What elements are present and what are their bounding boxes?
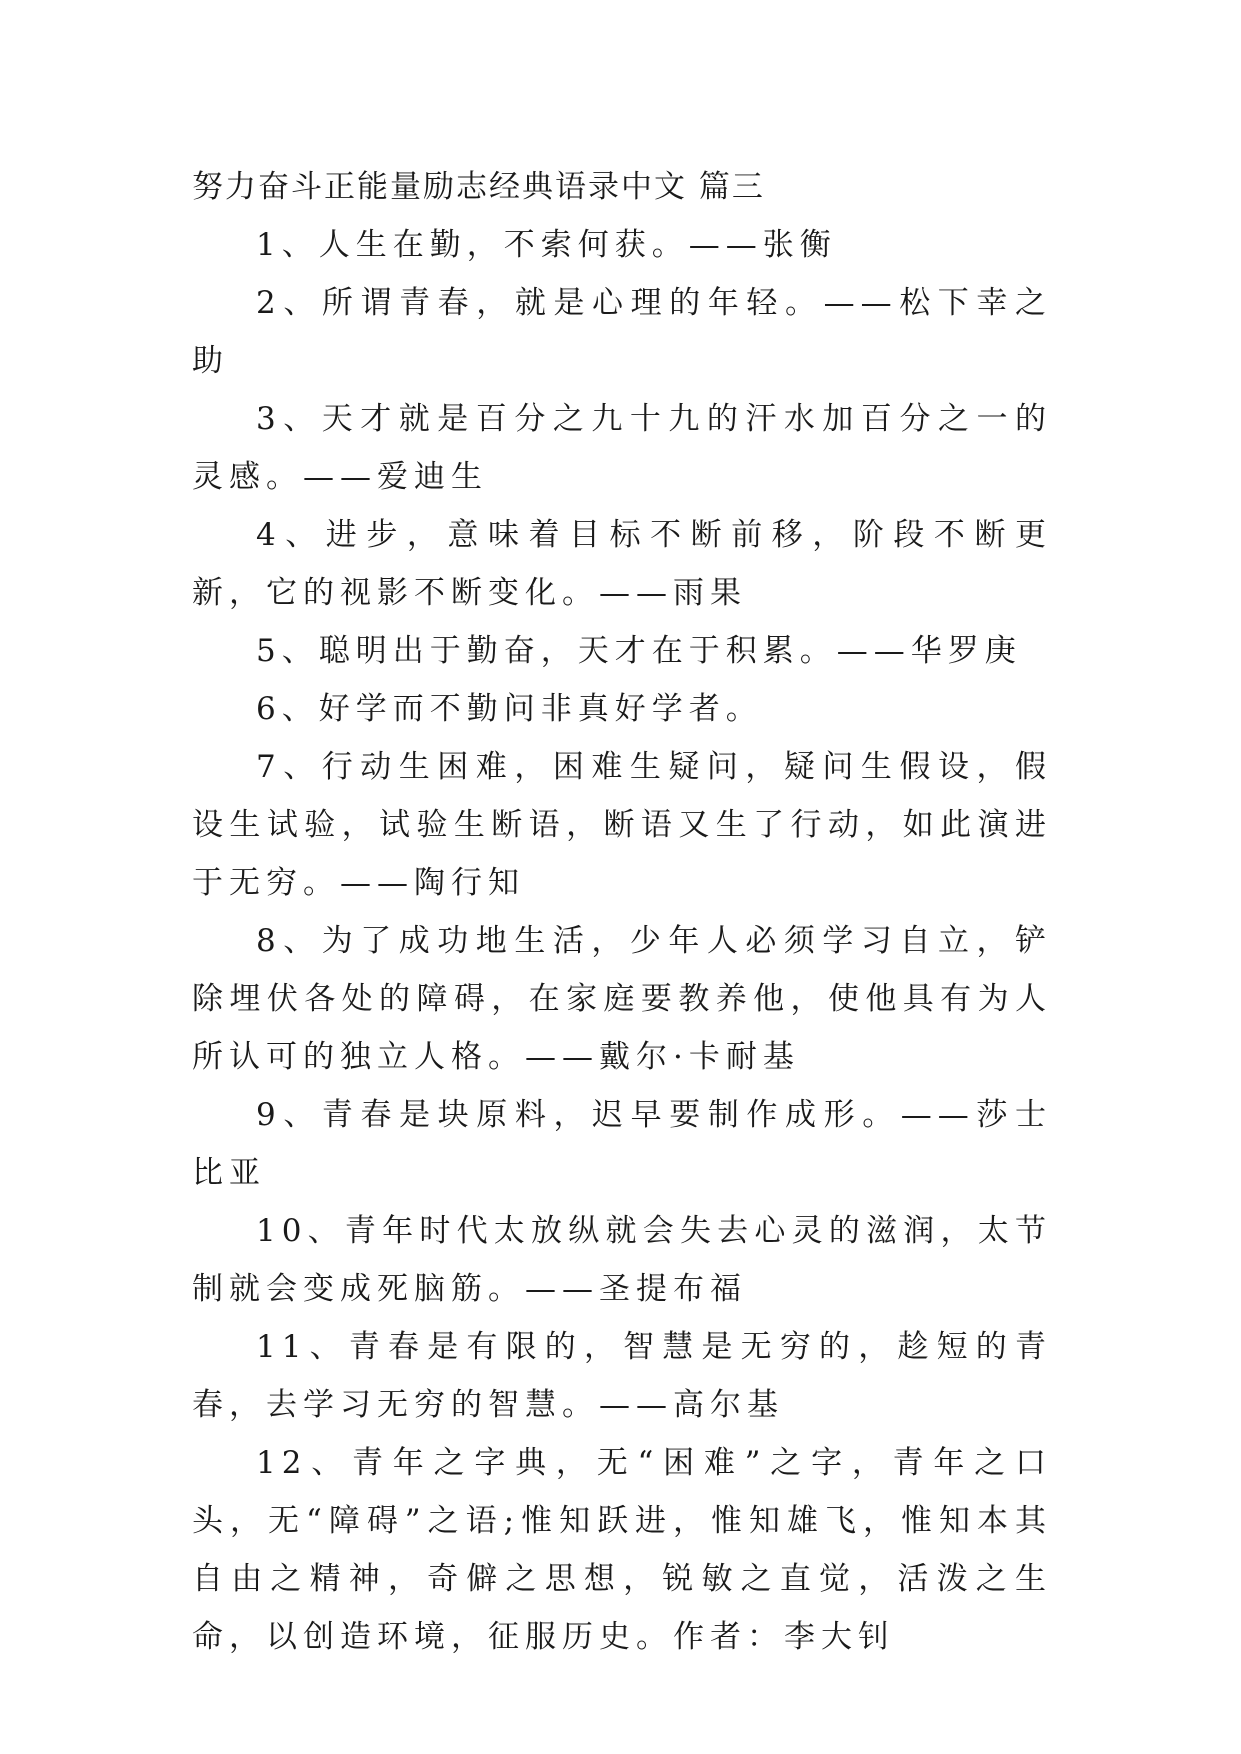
quote-paragraph-9: 9、青春是块原料，迟早要制作成形。——莎士比亚 — [192, 1097, 1052, 1191]
quote-paragraph-7: 7、行动生困难，困难生疑问，疑问生假设，假设生试验，试验生断语，断语又生了行动，如此演进于无穷。——陶行知 — [192, 749, 1052, 901]
quote-paragraph-12: 12、青年之字典，无“困难”之字，青年之口头，无“障碍”之语;惟知跃进，惟知雄飞，惟知本其自由之精神，奇僻之思想，锐敏之直觉，活泼之生命，以创造环境，征服历史。作者：李大钊 — [192, 1445, 1052, 1655]
quote-paragraph-6: 6、好学而不勤问非真好学者。 — [256, 691, 763, 727]
document-title: 努力奋斗正能量励志经典语录中文 篇三 — [192, 169, 765, 205]
quote-paragraph-8: 8、为了成功地生活，少年人必须学习自立，铲除埋伏各处的障碍，在家庭要教养他，使他具有为人所认可的独立人格。——戴尔·卡耐基 — [192, 923, 1052, 1075]
quote-paragraph-10: 10、青年时代太放纵就会失去心灵的滋润，太节制就会变成死脑筋。——圣提布福 — [192, 1213, 1052, 1307]
quote-paragraph-11: 11、青春是有限的，智慧是无穷的，趁短的青春，去学习无穷的智慧。——高尔基 — [192, 1329, 1052, 1423]
quote-paragraph-5: 5、聪明出于勤奋，天才在于积累。——华罗庚 — [256, 633, 1022, 669]
quote-paragraph-3: 3、天才就是百分之九十九的汗水加百分之一的灵感。——爱迪生 — [192, 401, 1052, 495]
quote-paragraph-1: 1、人生在勤，不索何获。——张衡 — [256, 227, 837, 263]
quote-paragraph-2: 2、所谓青春，就是心理的年轻。——松下幸之助 — [192, 285, 1052, 379]
document-page — [192, 158, 1052, 1666]
quote-paragraph-4: 4、进步，意味着目标不断前移，阶段不断更新，它的视影不断变化。——雨果 — [192, 517, 1052, 611]
